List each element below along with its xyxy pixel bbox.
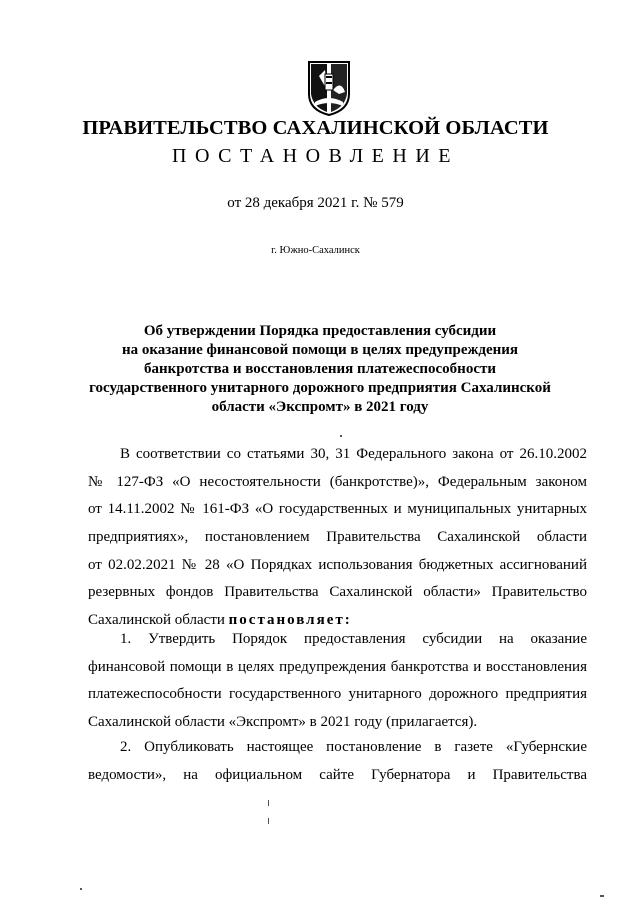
scan-speck: [340, 435, 342, 437]
document-subject: [60, 322, 580, 417]
subject-line: Об утверждении Порядка предоставления субсидии: [143, 323, 497, 339]
paragraph-line: ведомости», на официальном сайте Губернатора и Правительства: [88, 766, 587, 783]
scan-speck: [600, 895, 604, 897]
paragraph-line: Сахалинской области «Экспромт» в 2021 году (прилагается).: [88, 714, 478, 731]
item-2-paragraph: [88, 734, 587, 789]
paragraph-line: 1. Утвердить Порядок предоставления субсидии на оказание: [120, 631, 587, 647]
paragraph-line: платежеспособности государственного унитарного дорожного предприятия: [88, 686, 587, 703]
paragraph-line: от 02.02.2021 № 28 «О Порядках использования бюджетных ассигнований: [88, 556, 587, 573]
document-date: от 28 декабря 2021 г. № 579: [227, 195, 404, 211]
paragraph-line: № 127-ФЗ «О несостоятельности (банкротстве)», Федеральным законом: [88, 473, 587, 490]
scan-speck: [268, 800, 269, 806]
subject-line: государственного унитарного дорожного предприятия Сахалинской: [89, 380, 551, 396]
subject-line: области «Экспромт» в 2021 году: [211, 399, 429, 415]
decree-word: постановляет:: [228, 612, 352, 629]
paragraph-line: резервных фондов Правительства Сахалинской области» Правительство: [88, 584, 587, 601]
scan-speck: [268, 818, 269, 824]
subject-line: на оказание финансовой помощи в целях предупреждения: [121, 342, 519, 358]
preamble-paragraph: [88, 441, 587, 635]
item-1-paragraph: [88, 626, 587, 737]
preamble-last-prefix: Сахалинской области: [88, 612, 229, 629]
sakhalin-coat-of-arms-icon: [305, 60, 353, 116]
paragraph-line: В соответствии со статьями 30, 31 Федерального закона от 26.10.2002: [120, 446, 587, 462]
paragraph-line: предприятиях», постановлением Правительства Сахалинской области: [88, 529, 587, 546]
government-title: ПРАВИТЕЛЬСТВО САХАЛИНСКОЙ ОБЛАСТИ: [82, 117, 549, 139]
subject-line: банкротства и восстановления платежеспособности: [144, 361, 496, 377]
paragraph-line: от 14.11.2002 № 161-ФЗ «О государственных и муниципальных унитарных: [88, 501, 587, 518]
scan-speck: [80, 888, 82, 890]
paragraph-line: финансовой помощи в целях предупреждения банкротства и восстановления: [88, 658, 587, 675]
document-type: ПОСТАНОВЛЕНИЕ: [172, 145, 459, 167]
document-city: г. Южно-Сахалинск: [271, 245, 360, 256]
paragraph-line: 2. Опубликовать настоящее постановление в газете «Губернские: [120, 739, 587, 755]
